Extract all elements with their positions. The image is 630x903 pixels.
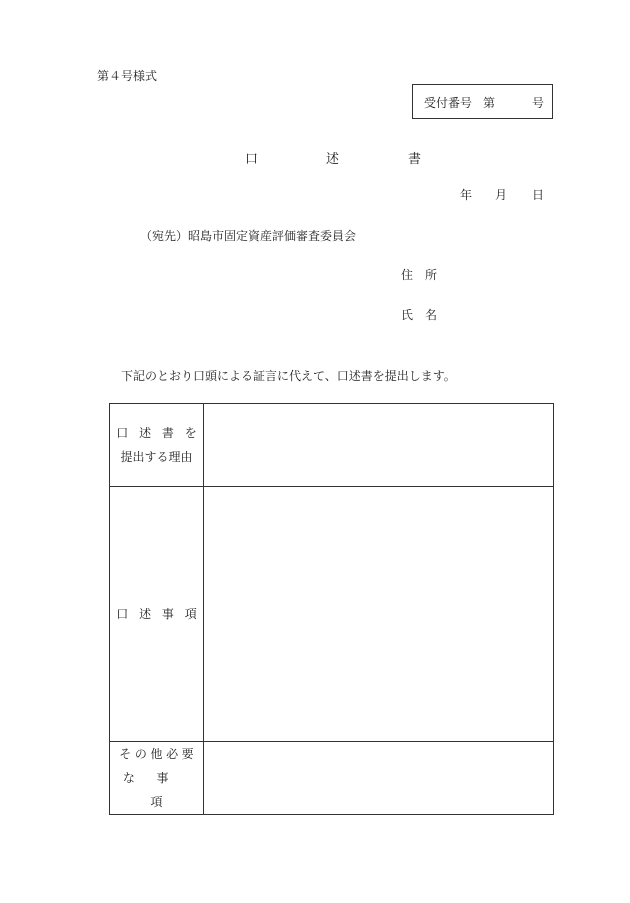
statement-form-table [109, 403, 554, 815]
receipt-label: 受付番号 [424, 96, 473, 110]
table-row-other [110, 742, 554, 815]
header-other-line2: な事項 [122, 771, 191, 809]
header-statement [110, 487, 208, 742]
title-char-3: 書 [408, 152, 422, 167]
date-day: 日 [532, 188, 545, 202]
header-other [110, 742, 204, 815]
receipt-dai: 第 [483, 96, 496, 110]
header-reason [110, 404, 208, 487]
other-field[interactable] [204, 742, 554, 815]
date-month: 月 [495, 188, 508, 202]
header-reason-line2: 提出する理由 [120, 450, 193, 464]
header-statement-line1: 口述事項 [116, 607, 208, 621]
header-reason-line1: 口述書を [116, 426, 208, 440]
table-row-statement [110, 487, 554, 742]
header-other-line1: その他必要 [119, 747, 198, 761]
receipt-go: 号 [532, 96, 545, 110]
date-year: 年 [460, 188, 473, 202]
reason-field[interactable] [204, 404, 554, 487]
form-number: 第４号様式 [97, 69, 158, 83]
intro-text: 下記のとおり口頭による証言に代えて、口述書を提出します。 [121, 369, 456, 383]
table-row-reason [110, 404, 554, 487]
name-label: 氏 名 [401, 308, 438, 322]
title-char-1: 口 [245, 152, 259, 167]
address-label: 住 所 [401, 268, 438, 282]
statement-field[interactable] [204, 487, 554, 742]
addressee: （宛先）昭島市固定資産評価審査委員会 [140, 229, 357, 243]
title-char-2: 述 [326, 152, 340, 167]
receipt-number-box [412, 84, 553, 119]
